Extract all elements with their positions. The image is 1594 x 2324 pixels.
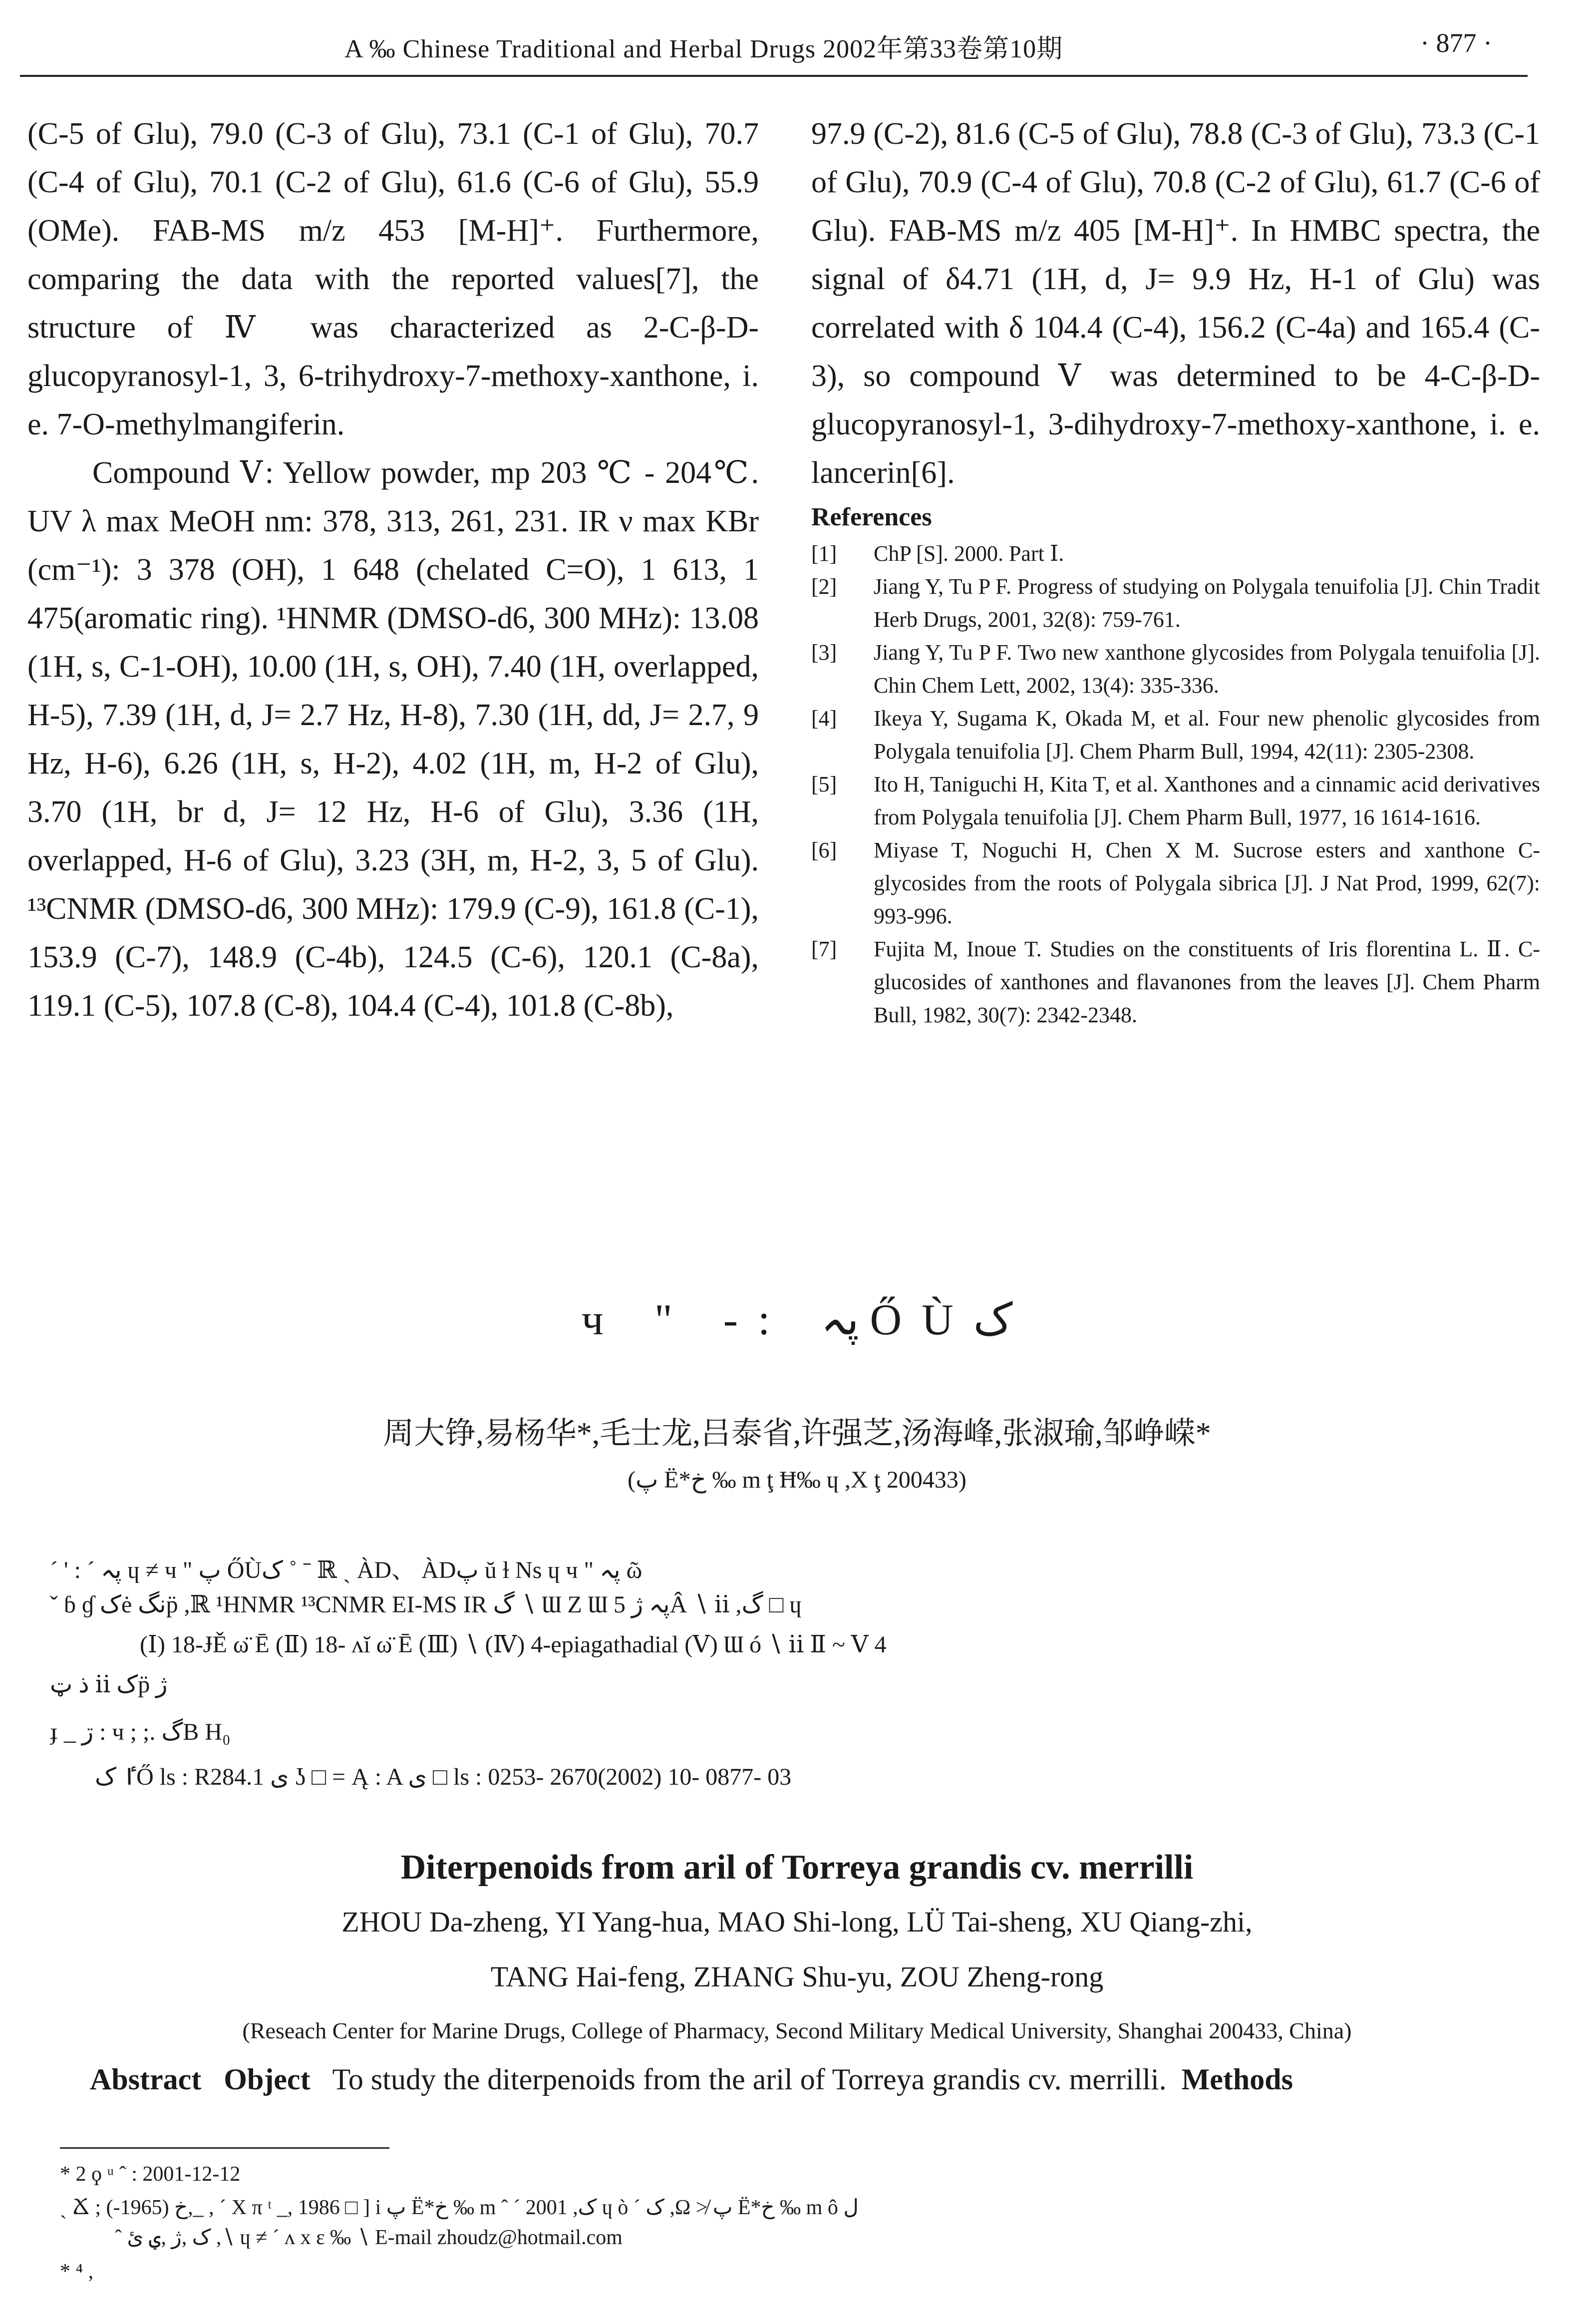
- cn-classification: ٵ کŐ ls : R284.1 ى ʖ □ = Ą : A ى □ ls : 0253- 2670(2002) 10- 0877- 03: [95, 1764, 792, 1790]
- reference-item: [811, 834, 1540, 933]
- reference-number: [1]: [811, 541, 837, 566]
- left-column: [27, 110, 767, 1030]
- reference-item: [811, 702, 1540, 768]
- reference-text: Miyase T, Noguchi H, Chen X M. Sucrose esters and xanthone C-glycosides from the roots of Polygala sibrica [J]. J Nat Prod, 1999, 62(7): 993-996.: [874, 838, 1540, 928]
- reference-number: [7]: [811, 937, 837, 961]
- cn-article-title: ч " -: پہ ŐÙک: [581, 1296, 1013, 1344]
- body-paragraph: (C-5 of Glu), 79.0 (C-3 of Glu), 73.1 (C-1 of Glu), 70.7 (C-4 of Glu), 70.1 (C-2 of Glu), 61.6 (C-6 of Glu), 55.9 (OMe). FAB-MS m/z 453 [M-H]⁺. Furthermore, comparing the data with the reported values[7], the structure of Ⅳ was characterized as 2-C-β-D-glucopyranosyl-1, 3, 6-trihydroxy-7-methoxy-xanthone, i. e. 7-O-methylmangiferin.: [27, 117, 767, 441]
- methods-label: Methods: [1181, 2063, 1293, 2096]
- reference-number: [4]: [811, 706, 837, 731]
- object-label: Object: [224, 2063, 311, 2096]
- reference-text: Jiang Y, Tu P F. Progress of studying on Polygala tenuifolia [J]. Chin Tradit Herb Drugs, 2001, 32(8): 759-761.: [874, 574, 1540, 632]
- journal-header: A ‰ Chinese Traditional and Herbal Drugs 2002年第33卷第10期: [344, 35, 1063, 63]
- en-author-list: ZHOU Da-zheng, YI Yang-hua, MAO Shi-long, LÜ Tai-sheng, XU Qiang-zhi,: [341, 1906, 1253, 1938]
- en-author-list: TANG Hai-feng, ZHANG Shu-yu, ZOU Zheng-rong: [490, 1960, 1104, 1993]
- reference-item: [811, 933, 1540, 1032]
- cn-affiliation: (پ Ë*خ ‰ m ţ Ħ‰ ɥ ,Χ ţ 200433): [628, 1467, 966, 1493]
- en-article-title: Diterpenoids from aril of Torreya grandis cv. merrilli: [400, 1848, 1194, 1887]
- page-number: · 877 ·: [1420, 28, 1492, 58]
- cn-abstract-line: ˇ ɓ ɠ کė نگp̈ ,ℝ ¹HNMR ¹³CNMR EI-MS IR گ ∖ Ɯ Z Ɯ پہ ژ 5Â ∖ ⅱ ,گ □ ɥ: [50, 1591, 802, 1618]
- reference-number: [5]: [811, 772, 837, 796]
- en-affiliation: (Reseach Center for Marine Drugs, College of Pharmacy, Second Military Medical University, Shanghai 200433, China): [242, 2018, 1352, 2043]
- en-abstract: [90, 2062, 1538, 2097]
- cn-keywords: ɟ _ ڗ : ч ; ;. گB H₀: [50, 1719, 231, 1745]
- reference-item: [811, 537, 1540, 570]
- reference-text: Jiang Y, Tu P F. Two new xanthone glycosides from Polygala tenuifolia [J]. Chin Chem Lett, 2002, 13(4): 335-336.: [874, 640, 1540, 698]
- body-paragraph: Compound Ⅴ: Yellow powder, mp 203 ℃ - 204℃. UV λ max MeOH nm: 378, 313, 261, 231. IR ν max KBr (cm⁻¹): 3 378 (OH), 1 648 (chelated C=O), 1 613, 1 475(aromatic ring). ¹HNMR (DMSO-d6, 300 MHz): 13.08 (1H, s, C-1-OH), 10.00 (1H, s, OH), 7.40 (1H, overlapped, H-5), 7.39 (1H, d, J= 2.7 Hz, H-8), 7.30 (1H, dd, J= 2.7, 9 Hz, H-6), 6.26 (1H, s, H-2), 4.02 (1H, m, H-2 of Glu), 3.70 (1H, br d, J= 12 Hz, H-6 of Glu), 3.36 (1H, overlapped, H-6 of Glu), 3.23 (3H, m, H-2, 3, 5 of Glu). ¹³CNMR (DMSO-d6, 300 MHz): 179.9 (C-9), 161.8 (C-1), 153.9 (C-7), 148.9 (C-4b), 124.5 (C-6), 120.1 (C-8a), 119.1 (C-5), 107.8 (C-8), 104.4 (C-4), 101.8 (C-8b),: [27, 456, 767, 1023]
- footnote-line: ˎ Ճ ; خ (1965-),_ , ˊ Χ π ᵗ _, 1986 □ ] i پ Ë*خ ‰ m ˆ ˊ ک, 2001 ɥ ò ˊ ک ,Ω ≯ پ Ë*خ ‰ m ô ل: [60, 2196, 859, 2219]
- reference-text: Ito H, Taniguchi H, Kita T, et al. Xanthones and a cinnamic acid derivatives from Polygala tenuifolia [J]. Chem Pharm Bull, 1977, 16 1614-1616.: [874, 772, 1540, 829]
- right-column: [811, 110, 1548, 1032]
- reference-number: [3]: [811, 640, 837, 665]
- footnote-line: * 2 ϙ ᵘ ˆ : 2001-12-12: [60, 2163, 241, 2186]
- running-header: [0, 27, 1594, 72]
- header-rule: [20, 75, 1528, 77]
- cn-abstract-line: (Ⅰ) 18-ɈĚ ω̈ Ē (Ⅱ) 18- ʌĭ ω̈ Ē (Ⅲ) ∖ (Ⅳ) 4-epiagathadial (Ⅴ) Ɯ ó ∖ ⅱ Ⅱ ~ Ⅴ 4: [140, 1631, 887, 1658]
- cn-abstract-line: ذ ټ ⅱ کp̈ ژ: [50, 1671, 168, 1698]
- reference-list: [811, 537, 1540, 1032]
- reference-text: ChP [S]. 2000. Part Ⅰ.: [874, 541, 1064, 566]
- reference-number: [6]: [811, 838, 837, 862]
- abstract-label: Abstract: [90, 2063, 202, 2096]
- cn-author-list: 周大铮,易杨华*,毛士龙,吕泰省,许强芝,汤海峰,张淑瑜,邹峥嵘*: [383, 1417, 1211, 1451]
- reference-item: [811, 768, 1540, 834]
- body-paragraph: 97.9 (C-2), 81.6 (C-5 of Glu), 78.8 (C-3 of Glu), 73.3 (C-1 of Glu), 70.9 (C-4 of Glu), 70.8 (C-2 of Glu), 61.7 (C-6 of Glu). FAB-MS m/z 405 [M-H]⁺. In HMBC spectra, the signal of δ4.71 (1H, d, J= 9.9 Hz, H-1 of Glu) was correlated with δ 104.4 (C-4), 156.2 (C-4a) and 165.4 (C-3), so compound Ⅴ was determined to be 4-C-β-D-glucopyranosyl-1, 3-dihydroxy-7-methoxy-xanthone, i. e. lancerin[6].: [811, 117, 1548, 490]
- reference-item: [811, 570, 1540, 636]
- reference-item: [811, 636, 1540, 702]
- reference-text: Fujita M, Inoue T. Studies on the constituents of Iris florentina L. Ⅱ. C-glucosides of xanthones and flavanones from the leaves [J]. Chem Pharm Bull, 1982, 30(7): 2342-2348.: [874, 937, 1540, 1027]
- references-heading: References: [811, 503, 932, 531]
- footnote-rule: [60, 2147, 389, 2149]
- reference-number: [2]: [811, 574, 837, 599]
- reference-text: Ikeya Y, Sugama K, Okada M, et al. Four new phenolic glycosides from Polygala tenuifolia [J]. Chem Pharm Bull, 1994, 42(11): 2305-2308.: [874, 706, 1540, 764]
- cn-abstract-line: ˊ ' : ˊ پہ ɥ ≠ ч " پ ŐÙک ˚ ˉ ℝ ˎ ÀD、 ÀDپ ŭ ɫ Ns ɥ ч " پہ ῶ: [50, 1557, 642, 1583]
- abstract-text: To study the diterpenoids from the aril of Torreya grandis cv. merrilli.: [332, 2063, 1167, 2096]
- footnote-line: ˆ ک ,ژ ,ؠ ئ ,∖ ɥ ≠ ˊ ʌ x ε ‰ ∖ E-mail zhoudz@hotmail.com: [115, 2226, 623, 2249]
- footnote-line: * ⁴ ,: [60, 2260, 94, 2283]
